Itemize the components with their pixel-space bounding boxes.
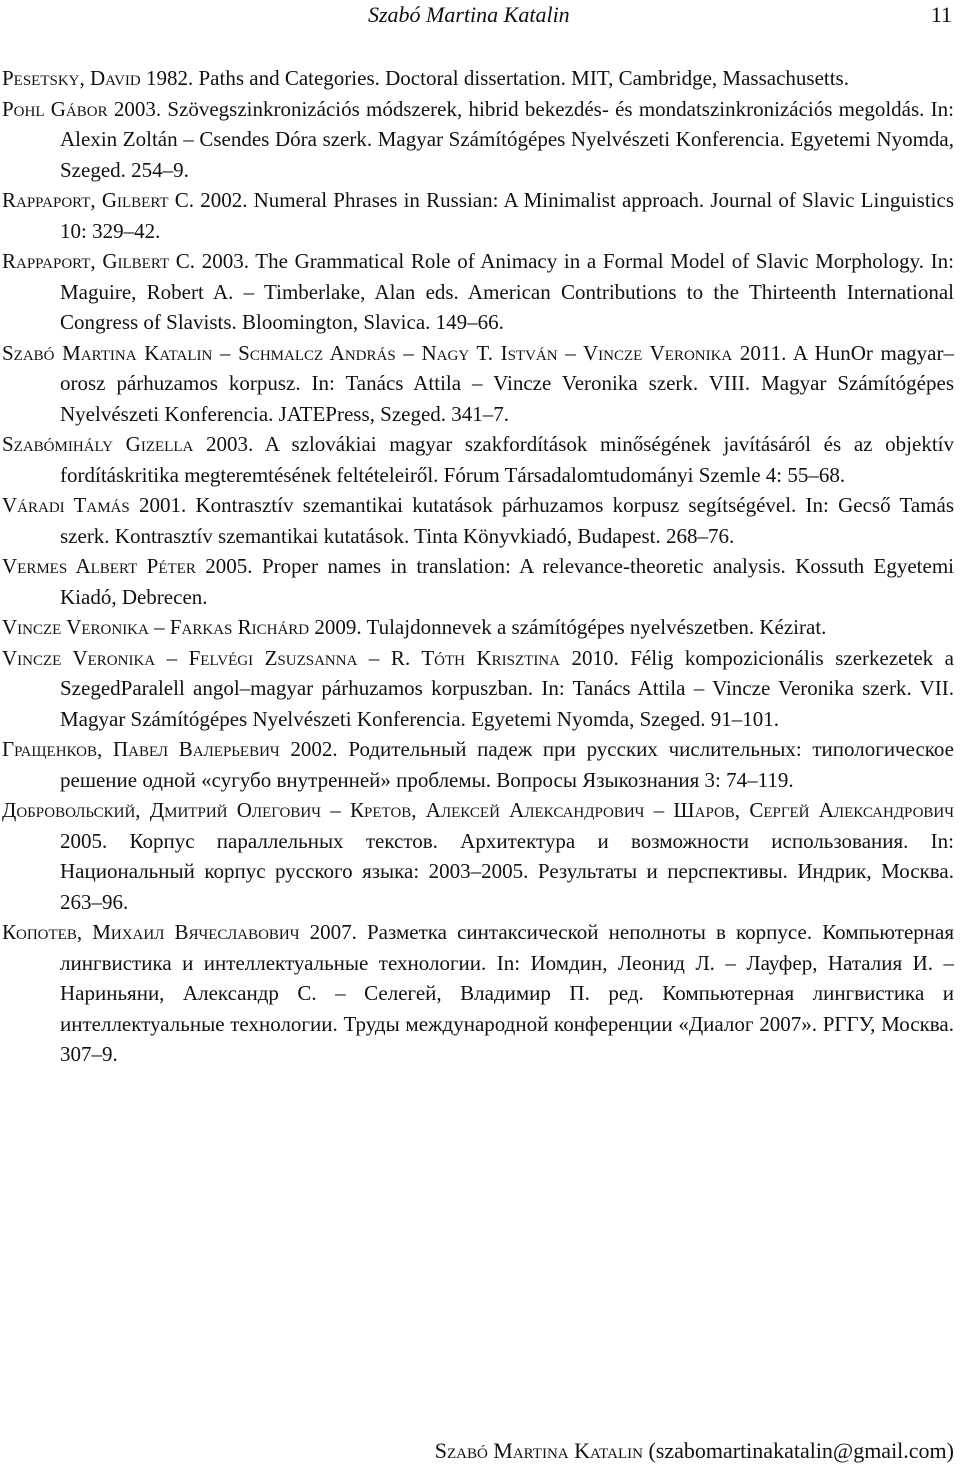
reference-author: Добровольский, Дмитрий Олегович – Кретов, Алексей Александрович – Шаров, Сергей Александрович <box>2 798 954 822</box>
reference-author: Szabó Martina Katalin – Schmalcz András – Nagy T. István – Vincze Veronika <box>2 340 733 365</box>
reference-text: 2010. Félig kompozicionális szerkezetek a SzegedParalell angol–magyar párhuzamos korpuszban. In: Tanács Attila – Vincze Veronika szerk. VII. Magyar Számítógépes Nyelvészeti Konferencia. Egyetemi Nyomda, Szeged. 91–101. <box>60 645 954 731</box>
reference-entry <box>2 338 954 430</box>
reference-entry <box>2 612 954 643</box>
reference-author: Váradi Tamás <box>2 493 130 517</box>
author-signature <box>435 1437 954 1465</box>
reference-text: 1982. Paths and Categories. Doctoral dissertation. MIT, Cambridge, Massachusetts. <box>140 66 849 90</box>
reference-author: Pohl Gábor <box>2 96 108 121</box>
reference-author: Szabómihály Gizella <box>2 432 194 456</box>
running-head: Szabó Martina Katalin <box>368 2 570 27</box>
reference-text: 2005. Proper names in translation: A relevance-theoretic analysis. Kossuth Egyetemi Kiadó, Debrecen. <box>60 554 955 609</box>
signature-email: (szabomartinakatalin@gmail.com) <box>642 1438 954 1463</box>
reference-author: Vincze Veronika – Felvégi Zsuzsanna – R. Tóth Krisztina <box>2 645 560 670</box>
reference-entry <box>2 429 954 490</box>
reference-entry <box>2 185 954 246</box>
reference-text: 2002. Родительный падеж при русских числительных: типологическое решение одной «сугубо внутренней» проблемы. Вопросы Языкознания 3: 74–119. <box>60 737 955 792</box>
reference-text: 2011. A HunOr magyar–orosz párhuzamos korpusz. In: Tanács Attila – Vincze Veronika szerk. VIII. Magyar Számítógépes Nyelvészeti Konferencia. JATEPress, Szeged. 341–7. <box>60 340 954 426</box>
reference-entry <box>2 917 954 1070</box>
reference-author: Rappaport, Gilbert C. <box>2 249 196 273</box>
reference-entry <box>2 246 954 338</box>
reference-author: Копотев, Михаил Вячеславович <box>2 920 300 944</box>
page-header <box>0 0 960 30</box>
reference-text: 2001. Kontrasztív szemantikai kutatások párhuzamos korpusz segítségével. In: Gecső Tamás szerk. Kontrasztív szemantikai kutatások. Tinta Könyvkiadó, Budapest. 268–76. <box>60 493 954 548</box>
reference-author: Pesetsky, David <box>2 66 141 90</box>
reference-entry <box>2 551 954 612</box>
reference-author: Гращенков, Павел Валерьевич <box>2 737 280 761</box>
reference-text: 2003. The Grammatical Role of Animacy in a Formal Model of Slavic Morphology. In: Maguire, Robert A. – Timberlake, Alan eds. American Contributions to the Thirteenth International Congress of Slavists. Bloomington, Slavica. 149–66. <box>60 249 954 334</box>
reference-entry <box>2 795 954 917</box>
reference-text: 2003. Szövegszinkronizációs módszerek, hibrid bekezdés- és mondatszinkronizációs megoldás. In: Alexin Zoltán – Csendes Dóra szerk. Magyar Számítógépes Nyelvészeti Konferencia. Egyetemi Nyomda, Szeged. 254–9. <box>60 96 954 182</box>
reference-entry <box>2 63 954 94</box>
reference-entry <box>2 643 954 735</box>
reference-text: 2002. Numeral Phrases in Russian: A Minimalist approach. Journal of Slavic Linguistics 10: 329–42. <box>60 188 954 243</box>
reference-text: 2003. A szlovákiai magyar szakfordítások minőségének javításáról és az objektív fordításkritika megteremtésének feltételeiről. Fórum Társadalomtudományi Szemle 4: 55–68. <box>60 432 954 487</box>
reference-list <box>2 63 954 1070</box>
reference-entry <box>2 490 954 551</box>
reference-author: Rappaport, Gilbert C. <box>2 188 195 212</box>
reference-text: 2009. Tulajdonnevek a számítógépes nyelvészetben. Kézirat. <box>309 615 827 639</box>
reference-text: 2005. Корпус параллельных текстов. Архитектура и возможности использования. In: Национальный корпус русского языка: 2003–2005. Результаты и перспективы. Индрик, Москва. 263–96. <box>60 828 954 914</box>
page-number: 11 <box>930 2 952 27</box>
reference-entry <box>2 734 954 795</box>
reference-author: Vermes Albert Péter <box>2 554 196 578</box>
reference-entry <box>2 94 954 186</box>
signature-name: Szabó Martina Katalin <box>434 1438 643 1463</box>
reference-text: 2007. Разметка синтаксической неполноты в корпусе. Компьютерная лингвистика и интеллектуальные технологии. In: Иомдин, Леонид Л. – Лауфер, Наталия И. – Нариньяни, Александр С. – Селегей, Владимир П. ред. Компьютерная лингвистика и интеллектуальные технологии. Труды международной конференции «Диалог 2007». РГГУ, Москва. 307–9. <box>60 920 954 1066</box>
reference-author: Vincze Veronika – Farkas Richárd <box>2 615 310 639</box>
